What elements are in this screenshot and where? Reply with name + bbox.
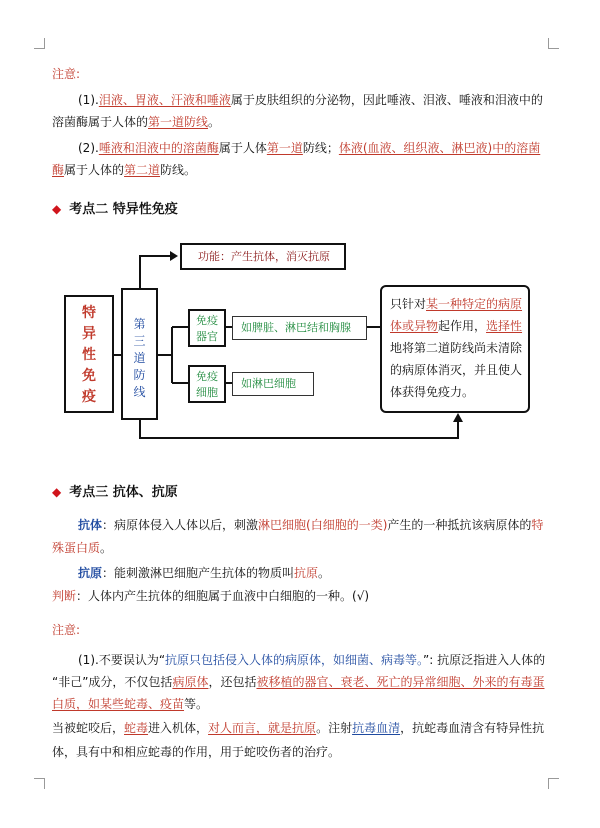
specific-immunity-box (64, 295, 114, 413)
immune-organ-text-box (232, 316, 367, 340)
explanation-line: 地将第二道防线尚未清除 (390, 341, 523, 355)
arrowhead-icon (170, 251, 178, 261)
connector-line (140, 420, 458, 438)
immune-cell-text: 如淋巴细胞 (241, 377, 296, 390)
specific-immunity-char: 特 (82, 305, 96, 321)
specific-immunity-explanation-box (380, 285, 530, 413)
note-paragraph-cont: 白质，如某些蛇毒、疫苗等。 (52, 697, 209, 711)
note-paragraph: (1).泪液、胃液、汗液和唾液属于皮肤组织的分泌物，因此唾液、泪液、唾液和泪液中的 (78, 93, 543, 107)
note-paragraph-cont: “非己”成分，不仅包括病原体，还包括被移植的器官、衰老、死亡的异常细胞、外来的有毒蛋 (52, 675, 545, 689)
immune-cell-text-box (232, 372, 314, 396)
third-line-box (121, 288, 158, 420)
note-paragraph-cont: 溶菌酶属于人体的第一道防线。 (52, 115, 221, 129)
immune-cell-label: 细胞 (196, 386, 218, 399)
explanation-line: 体获得免疫力。 (390, 385, 475, 399)
immune-organ-label: 器官 (196, 330, 218, 343)
note-label: 注意: (52, 67, 81, 81)
section-title: ◆ 考点二 特异性免疫 (52, 202, 178, 217)
note-paragraph-cont: 酶属于人体的第二道防线。 (52, 163, 197, 177)
third-line-char: 第 (133, 317, 146, 331)
explanation-line: 体或异物起作用，选择性 (390, 319, 523, 333)
section-title: ◆ 考点三 抗体、抗原 (52, 485, 178, 500)
snake-bite-paragraph: 当被蛇咬后，蛇毒进入机体，对人而言，就是抗原。注射抗毒血清，抗蛇毒血清含有特异性抗 (52, 721, 545, 735)
third-line-char: 道 (133, 351, 146, 365)
arrowhead-icon (453, 413, 463, 422)
third-line-char: 防 (133, 368, 146, 382)
third-line-char: 线 (133, 385, 146, 399)
connector-line (140, 256, 170, 290)
immune-cell-label: 免疫 (196, 370, 218, 383)
immune-cell-label-box (188, 365, 226, 403)
antigen-definition: 抗原：能刺激淋巴细胞产生抗体的物质叫抗原。 (78, 566, 331, 580)
diamond-bullet-icon: ◆ (52, 485, 62, 499)
function-text: 功能：产生抗体，消灭抗原 (198, 250, 330, 263)
specific-immunity-char: 性 (82, 347, 96, 363)
note-label: 注意: (52, 623, 81, 637)
note-paragraph: (2).唾液和泪液中的溶菌酶属于人体第一道防线；体液(血液、组织液、淋巴液)中的溶菌 (78, 141, 541, 155)
diamond-bullet-icon: ◆ (52, 202, 62, 216)
note-paragraph: (1).不要误认为“抗原只包括侵入人体的病原体，如细菌、病毒等。”: 抗原泛指进入人体的 (78, 653, 546, 667)
function-box (180, 243, 346, 270)
explanation-line: 只针对某一种特定的病原 (390, 297, 523, 311)
snake-bite-paragraph-cont: 体，具有中和相应蛇毒的作用，用于蛇咬伤者的治疗。 (52, 745, 341, 759)
explanation-line: 的病原体消灭，并且使人 (390, 363, 523, 377)
judgment-statement: 判断：人体内产生抗体的细胞属于血液中白细胞的一种。(√) (52, 589, 370, 603)
immune-organ-label-box (188, 309, 226, 347)
immune-organ-text: 如脾脏、淋巴结和胸腺 (241, 321, 351, 334)
specific-immunity-char: 疫 (82, 389, 96, 405)
specific-immunity-char: 免 (82, 368, 96, 384)
antibody-definition: 抗体：病原体侵入人体以后，刺激淋巴细胞(白细胞的一类)产生的一种抵抗该病原体的特 (78, 518, 544, 532)
antibody-definition-cont: 殊蛋白质。 (52, 541, 113, 555)
immune-organ-label: 免疫 (196, 314, 218, 327)
specific-immunity-char: 异 (82, 326, 96, 342)
third-line-char: 三 (133, 334, 146, 348)
